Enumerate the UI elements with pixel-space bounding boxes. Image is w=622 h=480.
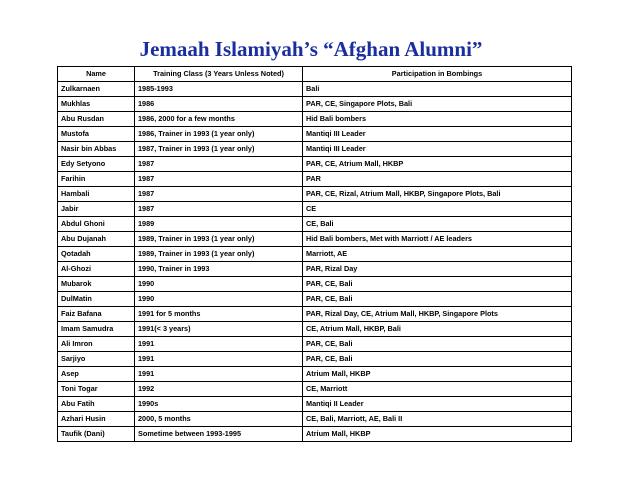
cell-participation: PAR, CE, Rizal, Atrium Mall, HKBP, Singapore Plots, Bali xyxy=(303,187,572,202)
cell-training-class: 1990, Trainer in 1993 xyxy=(135,262,303,277)
cell-training-class: 2000, 5 months xyxy=(135,412,303,427)
cell-participation: PAR xyxy=(303,172,572,187)
table-row xyxy=(58,217,572,232)
cell-participation: Mantiqi III Leader xyxy=(303,142,572,157)
cell-name: Toni Togar xyxy=(58,382,135,397)
cell-participation: Hid Bali bombers, Met with Marriott / AE leaders xyxy=(303,232,572,247)
cell-training-class: 1991(< 3 years) xyxy=(135,322,303,337)
header-row xyxy=(58,67,572,82)
cell-training-class: 1987 xyxy=(135,202,303,217)
cell-participation: PAR, CE, Bali xyxy=(303,277,572,292)
cell-name: Nasir bin Abbas xyxy=(58,142,135,157)
table-row xyxy=(58,127,572,142)
alumni-table xyxy=(57,66,572,442)
cell-training-class: 1991 for 5 months xyxy=(135,307,303,322)
cell-participation: Marriott, AE xyxy=(303,247,572,262)
table-row xyxy=(58,172,572,187)
slide-title: Jemaah Islamiyah’s “Afghan Alumni” xyxy=(139,37,483,61)
cell-training-class: 1987 xyxy=(135,187,303,202)
table-row xyxy=(58,202,572,217)
cell-name: Asep xyxy=(58,367,135,382)
cell-training-class: 1990s xyxy=(135,397,303,412)
cell-participation: PAR, CE, Bali xyxy=(303,337,572,352)
cell-participation: PAR, Rizal Day xyxy=(303,262,572,277)
cell-name: Sarjiyo xyxy=(58,352,135,367)
table-row xyxy=(58,367,572,382)
table-row xyxy=(58,352,572,367)
table-row xyxy=(58,382,572,397)
table-row xyxy=(58,277,572,292)
cell-name: Edy Setyono xyxy=(58,157,135,172)
table-row xyxy=(58,397,572,412)
cell-participation: PAR, CE, Bali xyxy=(303,292,572,307)
cell-name: Mukhlas xyxy=(58,97,135,112)
cell-name: DulMatin xyxy=(58,292,135,307)
cell-name: Al-Ghozi xyxy=(58,262,135,277)
table-row xyxy=(58,97,572,112)
cell-name: Abdul Ghoni xyxy=(58,217,135,232)
cell-participation: CE, Bali, Marriott, AE, Bali II xyxy=(303,412,572,427)
cell-training-class: 1990 xyxy=(135,277,303,292)
table-row xyxy=(58,112,572,127)
cell-training-class: 1986, 2000 for a few months xyxy=(135,112,303,127)
cell-participation: Hid Bali bombers xyxy=(303,112,572,127)
cell-name: Faiz Bafana xyxy=(58,307,135,322)
cell-name: Mubarok xyxy=(58,277,135,292)
cell-training-class: 1989, Trainer in 1993 (1 year only) xyxy=(135,247,303,262)
table-row xyxy=(58,412,572,427)
cell-training-class: 1989, Trainer in 1993 (1 year only) xyxy=(135,232,303,247)
cell-name: Mustofa xyxy=(58,127,135,142)
table-row xyxy=(58,247,572,262)
cell-participation: PAR, CE, Atrium Mall, HKBP xyxy=(303,157,572,172)
cell-participation: PAR, Rizal Day, CE, Atrium Mall, HKBP, Singapore Plots xyxy=(303,307,572,322)
cell-name: Abu Dujanah xyxy=(58,232,135,247)
cell-participation: CE, Atrium Mall, HKBP, Bali xyxy=(303,322,572,337)
table-row xyxy=(58,292,572,307)
cell-participation: CE xyxy=(303,202,572,217)
table-row xyxy=(58,187,572,202)
cell-training-class: 1990 xyxy=(135,292,303,307)
header-name: Name xyxy=(58,67,135,82)
cell-participation: CE, Bali xyxy=(303,217,572,232)
table-row xyxy=(58,232,572,247)
table-row xyxy=(58,142,572,157)
cell-training-class: 1992 xyxy=(135,382,303,397)
cell-training-class: 1989 xyxy=(135,217,303,232)
table-row xyxy=(58,82,572,97)
table-row xyxy=(58,307,572,322)
cell-training-class: 1987 xyxy=(135,157,303,172)
cell-name: Jabir xyxy=(58,202,135,217)
cell-training-class: 1986, Trainer in 1993 (1 year only) xyxy=(135,127,303,142)
cell-participation: CE, Marriott xyxy=(303,382,572,397)
cell-name: Azhari Husin xyxy=(58,412,135,427)
table-row xyxy=(58,262,572,277)
cell-training-class: 1991 xyxy=(135,352,303,367)
cell-participation: Atrium Mall, HKBP xyxy=(303,367,572,382)
cell-participation: Bali xyxy=(303,82,572,97)
cell-name: Abu Rusdan xyxy=(58,112,135,127)
table-row xyxy=(58,427,572,442)
table-row xyxy=(58,157,572,172)
table-row xyxy=(58,337,572,352)
cell-participation: Mantiqi II Leader xyxy=(303,397,572,412)
cell-participation: PAR, CE, Singapore Plots, Bali xyxy=(303,97,572,112)
cell-participation: Atrium Mall, HKBP xyxy=(303,427,572,442)
cell-training-class: 1987 xyxy=(135,172,303,187)
cell-training-class: 1987, Trainer in 1993 (1 year only) xyxy=(135,142,303,157)
header-training-class: Training Class (3 Years Unless Noted) xyxy=(135,67,303,82)
cell-name: Abu Fatih xyxy=(58,397,135,412)
cell-name: Qotadah xyxy=(58,247,135,262)
cell-name: Hambali xyxy=(58,187,135,202)
cell-name: Taufik (Dani) xyxy=(58,427,135,442)
cell-training-class: Sometime between 1993-1995 xyxy=(135,427,303,442)
cell-name: Ali Imron xyxy=(58,337,135,352)
cell-training-class: 1986 xyxy=(135,97,303,112)
cell-name: Farihin xyxy=(58,172,135,187)
cell-training-class: 1985-1993 xyxy=(135,82,303,97)
cell-participation: Mantiqi III Leader xyxy=(303,127,572,142)
cell-participation: PAR, CE, Bali xyxy=(303,352,572,367)
cell-name: Zulkarnaen xyxy=(58,82,135,97)
table-body xyxy=(58,82,572,442)
header-participation: Participation in Bombings xyxy=(303,67,572,82)
table-row xyxy=(58,322,572,337)
cell-training-class: 1991 xyxy=(135,337,303,352)
cell-name: Imam Samudra xyxy=(58,322,135,337)
cell-training-class: 1991 xyxy=(135,367,303,382)
